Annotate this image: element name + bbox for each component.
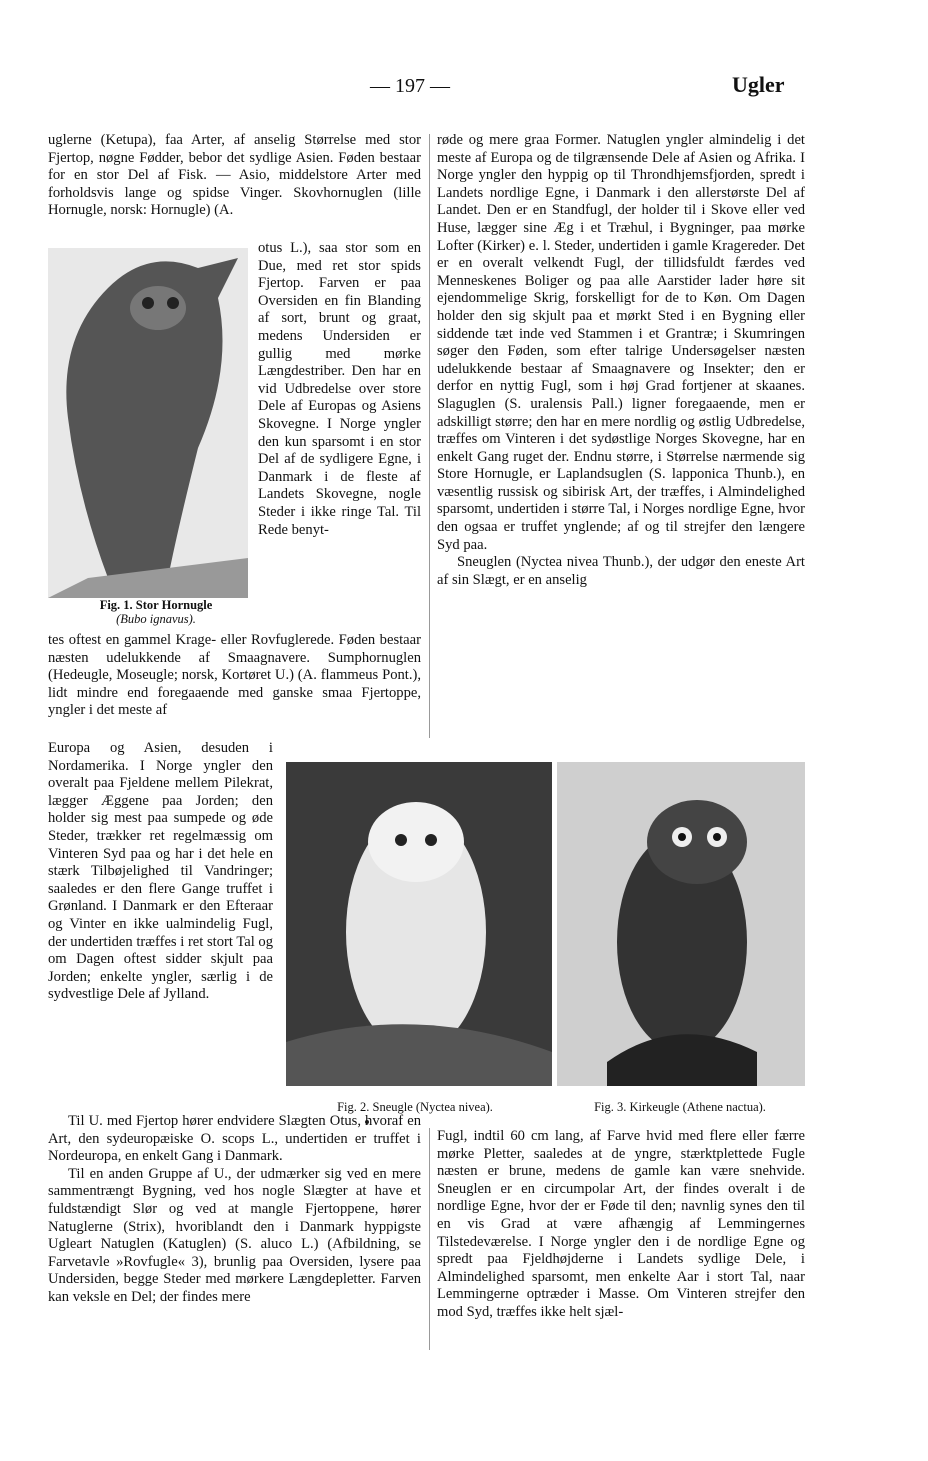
left-column-mid — [48, 740, 273, 1004]
paragraph-strix: Til en anden Gruppe af U., der udmærker sig ved en mere sammentrængt Bygning, ved hos nogle Slægter at have et fuldstændigt Slør og ved at mangle Fjertoppene, hører Natuglerne (Strix), hvoriblandt den i Danmark hyppigste Ugleart Natuglen (Katuglen) (S. aluco L.) (Afbildning, se Farvetavle »Rovfugle« 3), brunlig paa Oversiden, lysere paa Undersiden, begge Steder med mørkere Længdepletter. Farven kan veksle en Del; der findes mere — [48, 1165, 421, 1305]
column-rule-bottom — [429, 1128, 430, 1350]
figure-3-caption: Fig. 3. Kirkeugle (Athene nactua). — [594, 1100, 766, 1114]
figure-1-great-horned-owl — [48, 248, 248, 598]
left-column-top — [48, 132, 421, 220]
right-column-bottom — [437, 1128, 805, 1322]
left-column-continued — [48, 632, 421, 720]
figure-3-little-owl — [557, 762, 805, 1086]
paragraph-otus: Til U. med Fjertop hører endvidere Slægten Otus, hvoraf en Art, den sydeuropæiske O. scops L., undertiden er truffet i Nordeuropa, en enkelt Gang i Danmark. — [48, 1113, 421, 1165]
little-owl-illustration-icon — [557, 762, 805, 1086]
paragraph-sneuglen: Sneuglen (Nyctea nivea Thunb.), der udgør den eneste Art af sin Slægt, er en anselig — [437, 554, 805, 588]
paragraph-ketupa: uglerne (Ketupa), faa Arter, af anselig Størrelse med stor Fjertop, nøgne Fødder, bebor det sydlige Asien. Føden bestaar for en stor Del af Fisk. — Asio, middelstore Arter med forholdsvis lange og spidse Vinger. Skovhornuglen (lille Hornugle, norsk: Hornugle) (A. — [48, 132, 421, 219]
owl-illustration-icon — [48, 248, 248, 598]
snowy-owl-illustration-icon — [286, 762, 552, 1086]
paragraph-sumphornugle: tes oftest en gammel Krage- eller Rovfuglerede. Føden bestaar næsten udelukkende af Smaagnavere. Sumphornuglen (Hedeugle, Moseugle; norsk, Kortøret U.) (A. flammeus Pont.), lidt mindre end foregaaende med ganske smaa Fjertoppe, yngler i det meste af — [48, 632, 421, 719]
paragraph-europa: Europa og Asien, desuden i Nordamerika. I Norge yngler den overalt paa Fjeldene mellem Pilekrat, lægger Æggene paa Jorden; den holder sig mest paa sumpede og øde Steder, trækker ret regelmæssig om Vinteren Syd paa og har i det hele en stærk Tilbøjelighed til Vandringer; saaledes er den flere Gange truffet i Grønland. I Danmark er den Efteraar og Vinter en ikke ualmindelig Fugl, der undertiden træffes i ret stort Tal og om Dagen oftest sidder skjult paa Jorden; enkelte yngler, særlig i de sydvestlige Dele af Jylland. — [48, 740, 273, 1003]
running-title: Ugler — [732, 72, 785, 97]
left-wrap-text: otus L.), saa stor som en Due, med ret stor spids Fjertop. Farven er paa Oversiden en fin Blanding af sort, brunt og graat, medens Undersiden er gullig med mørke Længdestriber. Den har en vid Udbredelse over store Dele af Europas og Asiens Skovegne. I Norge yngler den kun sparsomt i en stor Del af de sydligere Egne, i Danmark i de fleste af Landets Skovegne, nogle Steder i ikke ringe Tal. Til Rede benyt- — [258, 240, 421, 538]
figure-2-snowy-owl — [286, 762, 552, 1086]
figure-1-caption-line-1: Fig. 1. Stor Hornugle — [99, 598, 213, 612]
figure-2-caption: Fig. 2. Sneugle (Nyctea nivea). — [337, 1100, 493, 1114]
right-column-top — [437, 132, 805, 589]
paragraph-natuglen: røde og mere graa Former. Natuglen yngler almindelig i det meste af Europa og de tilgrænsende Dele af Asien og Afrika. I Norge yngler den hyppig op til Throndhjemsfjorden, spredt i Landets nordlige Egne, i Danmark i den allerstørste Del af Landet. Den er en Standfugl, der holder til i Skove eller ved Huse, lægger sine Æg i et Træhul, i Bygninger, paa mørke Lofter (Kirker) e. l. Steder, undertiden i gamle Kragereder. Det er en overalt velkendt Fugl, der tillidsfuldt færdes ved Menneskenes Boliger og paa alle Aarstider lader høre sit ejendommelige Skrig, forskelligt for de to Køn. Om Dagen holder den sig skjult paa et mørkt Sted i en Bygning eller siddende tæt inde ved Stammen i et Grantræ; i Skumringen søger den Føden, som efter talrige Undersøgelser næsten udelukkende bestaar af Smaagnavere og Insekter; den er derfor en nyttig Fugl, som i høj Grad fortjener at skaanes. Slaguglen (S. uralensis Pall.) ligner foregaaende, men er adskilligt større; den har en mere nordlig og østlig Udbredelse, træffes om Vinteren i det sydøstlige Norges Skovegne, har en enkelt Gang ruget der. Endnu større, i Størrelse nærmende sig Store Hornugle, er Laplandsuglen (S. lapponica Thunb.), en væsentlig russisk og sibirisk Art, der træffes, i Almindelighed sparsomt, undertiden i større Tal, i Norges nordlige Egne, hvor den ogsaa er truffet ynglende; af og til strejfer den længere Syd paa. — [437, 132, 805, 553]
page-number: — 197 — — [370, 75, 450, 97]
paragraph-sneuglen-cont: Fugl, indtil 60 cm lang, af Farve hvid med flere eller færre mørke Pletter, saaledes at de yngre, stærktplettede Fugle næsten er brune, medens de gamle kan være snehvide. Sneuglen er en circumpolar Art, der findes overalt i de nordlige Egne, hvor der er Føde til den; navnlig synes den til en vis Grad at være afhængig af Lemmingernes Tilstedeværelse. I Norge yngler den i de nordlige Egne og spredt paa Fjeldhøjderne i Landets sydlige Dele, i Almindelighed sparsomt, men enkelte Aar i stort Tal, naar Lemmingerne optræder i Masse. Om Vinteren strejfer den mod Syd, træffes ikke helt sjæl- — [437, 1128, 805, 1320]
column-rule-top — [429, 134, 430, 738]
figure-1-caption-line-2: (Bubo ignavus). — [116, 612, 196, 626]
left-column-bottom — [48, 1113, 421, 1307]
